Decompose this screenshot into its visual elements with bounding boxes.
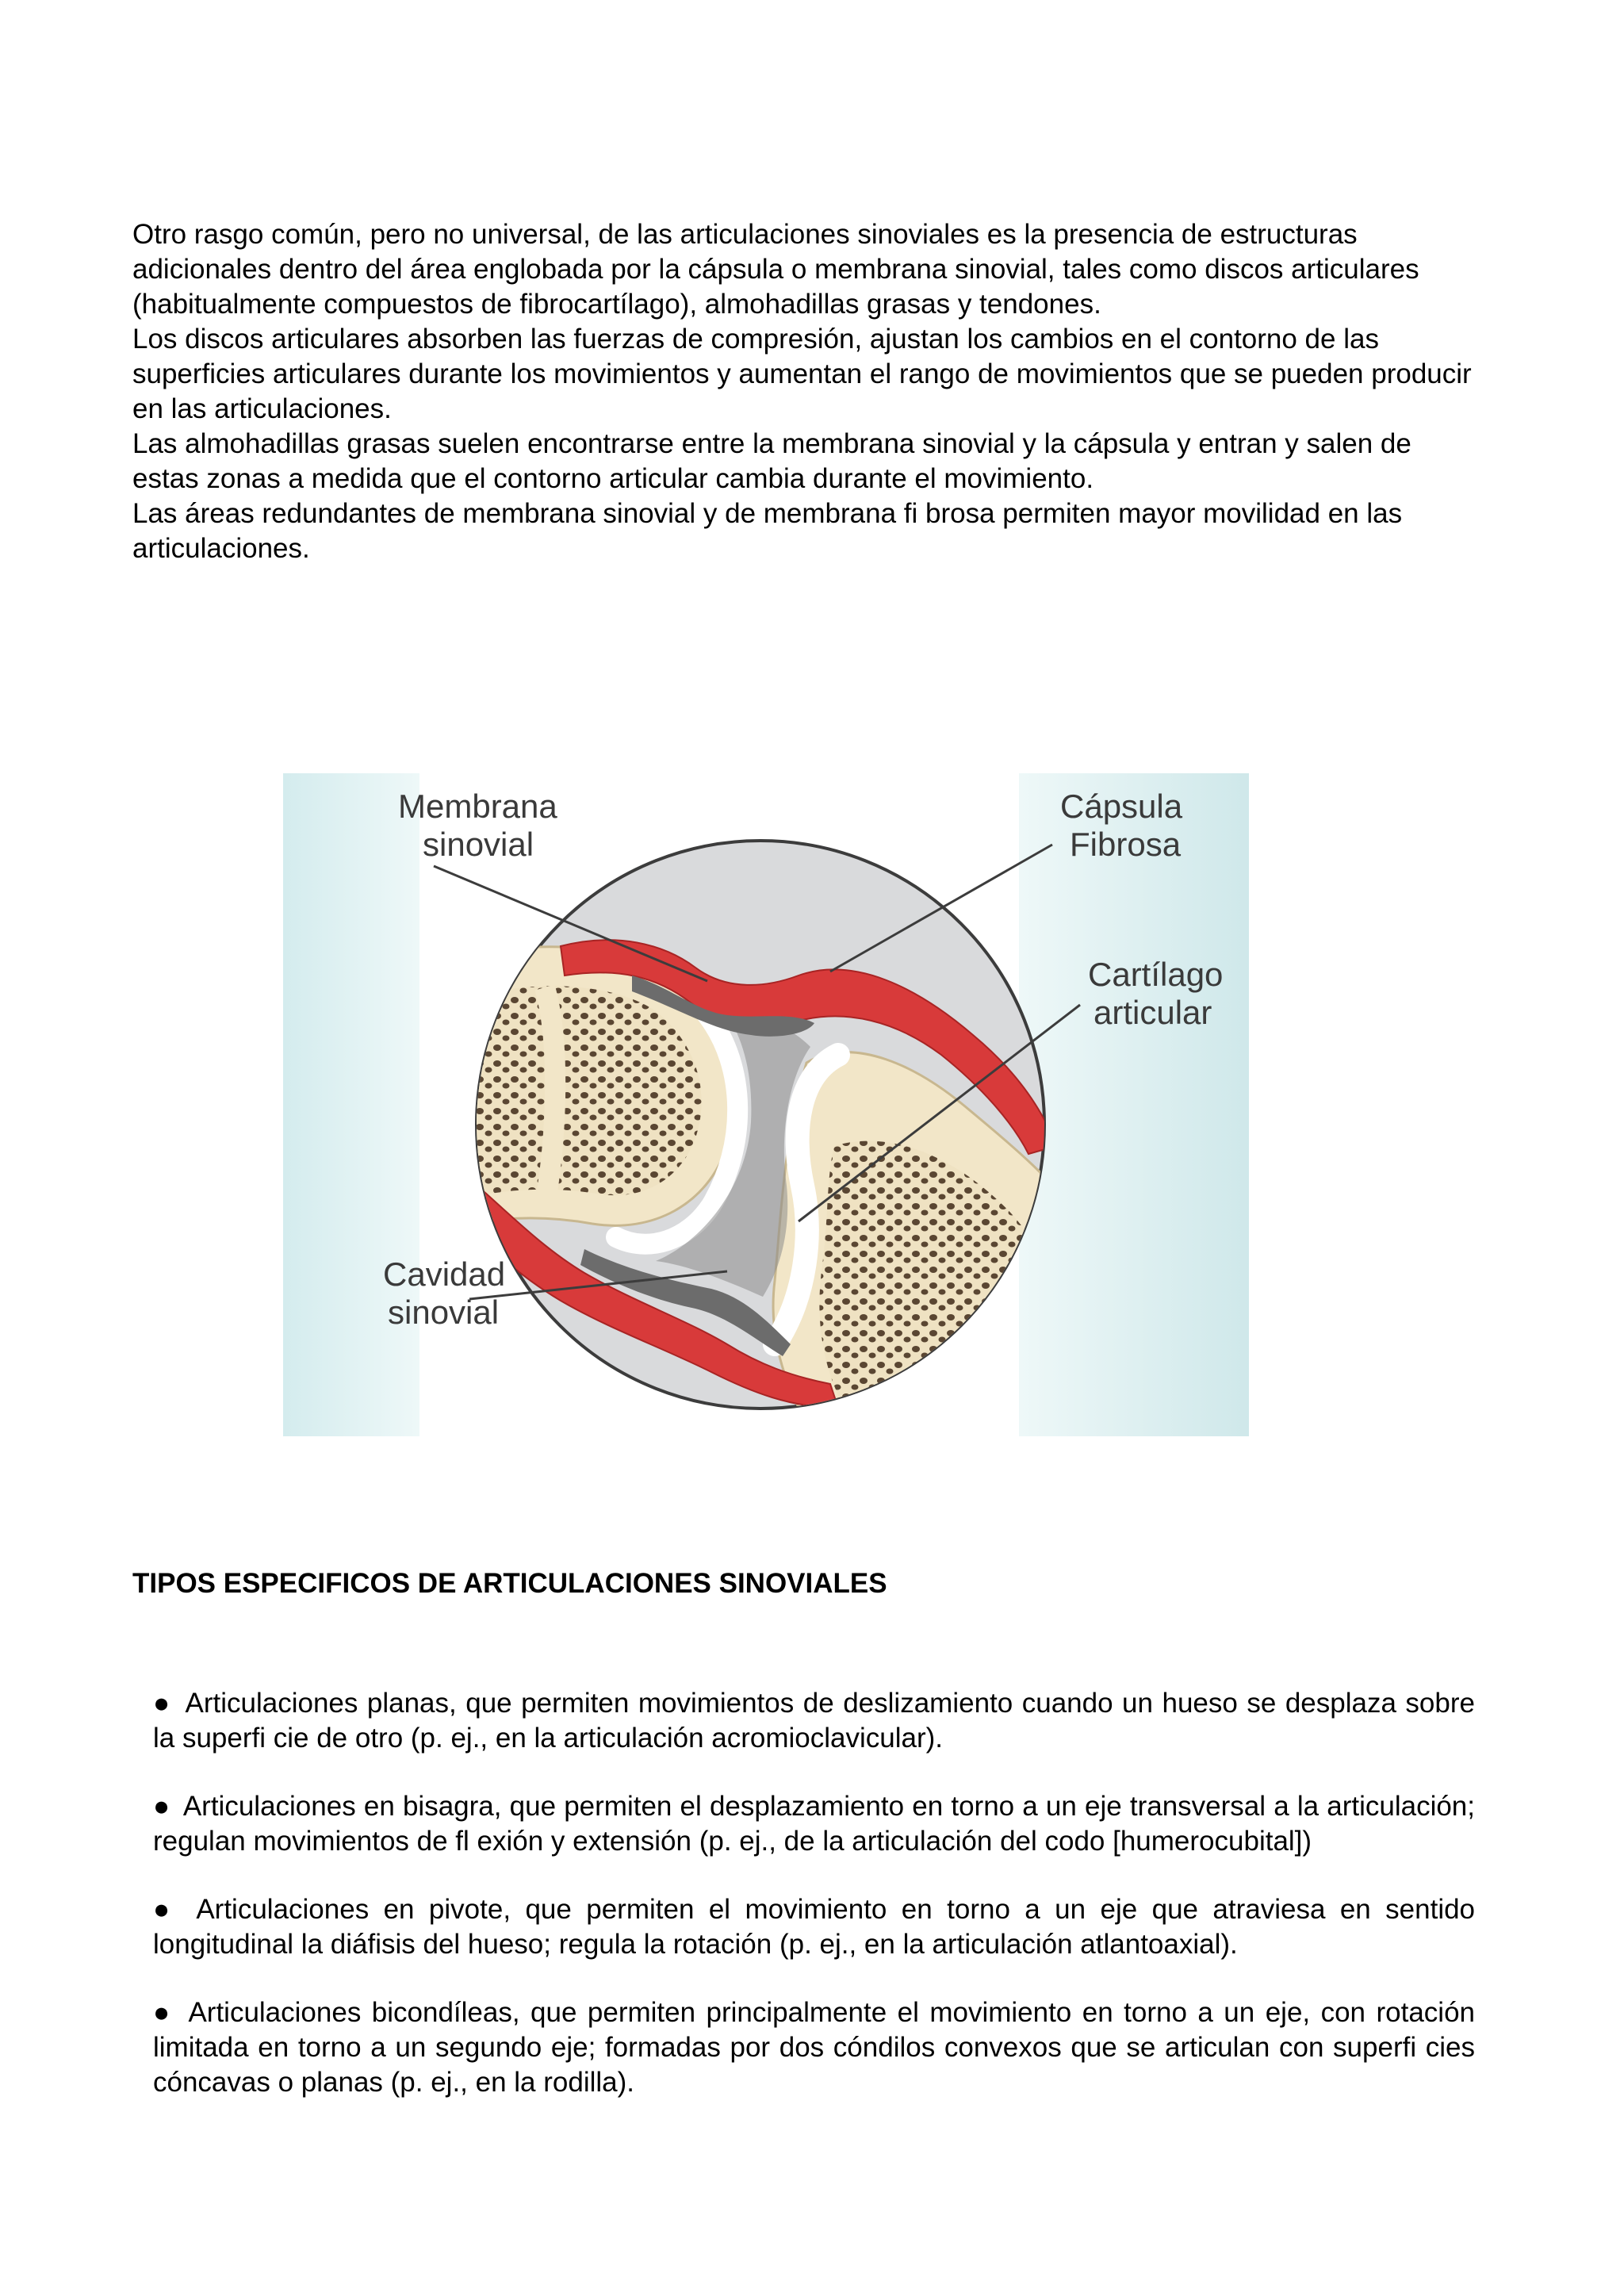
label-cavidad-line1: Cavidad (383, 1255, 506, 1293)
joint-types-list (153, 1686, 1475, 2133)
intro-paragraph: Las áreas redundantes de membrana sinovial y de membrana fi brosa permiten mayor movilidad en las articulaciones. (132, 498, 1403, 564)
bullet-icon: ● (153, 1791, 170, 1822)
list-item-text: Articulaciones en pivote, que permiten el movimiento en torno a un eje que atraviesa en sentido longitudinal la diáfisis del hueso; regula la rotación (p. ej., en la articulación atlantoaxial). (153, 1894, 1476, 1960)
list-item (153, 1892, 1475, 1962)
list-item-text: Articulaciones en bisagra, que permiten el desplazamiento en torno a un eje transversal a la articulación; regulan movimientos de fl exión y extensión (p. ej., de la articulación del codo [humerocubital]) (153, 1791, 1475, 1857)
bullet-icon: ● (153, 1997, 173, 2028)
list-item (153, 1686, 1475, 1756)
intro-text (132, 217, 1480, 566)
list-item-text: Articulaciones planas, que permiten movimientos de deslizamiento cuando un hueso se desplaza sobre la superfi cie de otro (p. ej., en la articulación acromioclavicular). (153, 1688, 1475, 1754)
intro-paragraph: Otro rasgo común, pero no universal, de las articulaciones sinoviales es la presencia de estructuras adicionales dentro del área englobada por la cápsula o membrana sinovial, tales como discos articulares (habitualmente compuestos de fibrocartílago), almohadillas grasas y tendones. (132, 219, 1419, 320)
figure-right-panel (1019, 773, 1249, 1436)
list-item-text: Articulaciones bicondíleas, que permiten principalmente el movimiento en torno a un eje, con rotación limitada en torno a un segundo eje; formadas por dos cóndilos convexos que se articulan con superfi cies cóncavas o planas (p. ej., en la rodilla). (153, 1997, 1476, 2098)
intro-paragraph: Las almohadillas grasas suelen encontrarse entre la membrana sinovial y la cápsula y entran y salen de estas zonas a medida que el contorno articular cambia durante el movimiento. (132, 428, 1411, 494)
synovial-joint-figure (283, 773, 1249, 1436)
intro-paragraph: Los discos articulares absorben las fuerzas de compresión, ajustan los cambios en el contorno de las superficies articulares durante los movimientos y aumentan el rango de movimientos que se pueden producir en las articulaciones. (132, 324, 1472, 424)
list-item (153, 1995, 1475, 2100)
label-membrana-line2: sinovial (423, 826, 534, 863)
bullet-icon: ● (153, 1688, 171, 1719)
list-item (153, 1789, 1475, 1859)
label-capsula-line2: Fibrosa (1070, 826, 1182, 863)
label-cartilago-line2: articular (1094, 994, 1212, 1031)
bullet-icon: ● (153, 1894, 177, 1925)
synovial-joint-diagram (283, 773, 1249, 1436)
label-membrana-line1: Membrana (398, 788, 557, 825)
figure-left-panel (283, 773, 419, 1436)
section-title: TIPOS ESPECIFICOS DE ARTICULACIONES SINOVIALES (132, 1568, 887, 1599)
label-capsula-line1: Cápsula (1060, 788, 1183, 825)
label-cartilago-line1: Cartílago (1088, 956, 1224, 993)
label-cavidad-line2: sinovial (388, 1294, 500, 1331)
